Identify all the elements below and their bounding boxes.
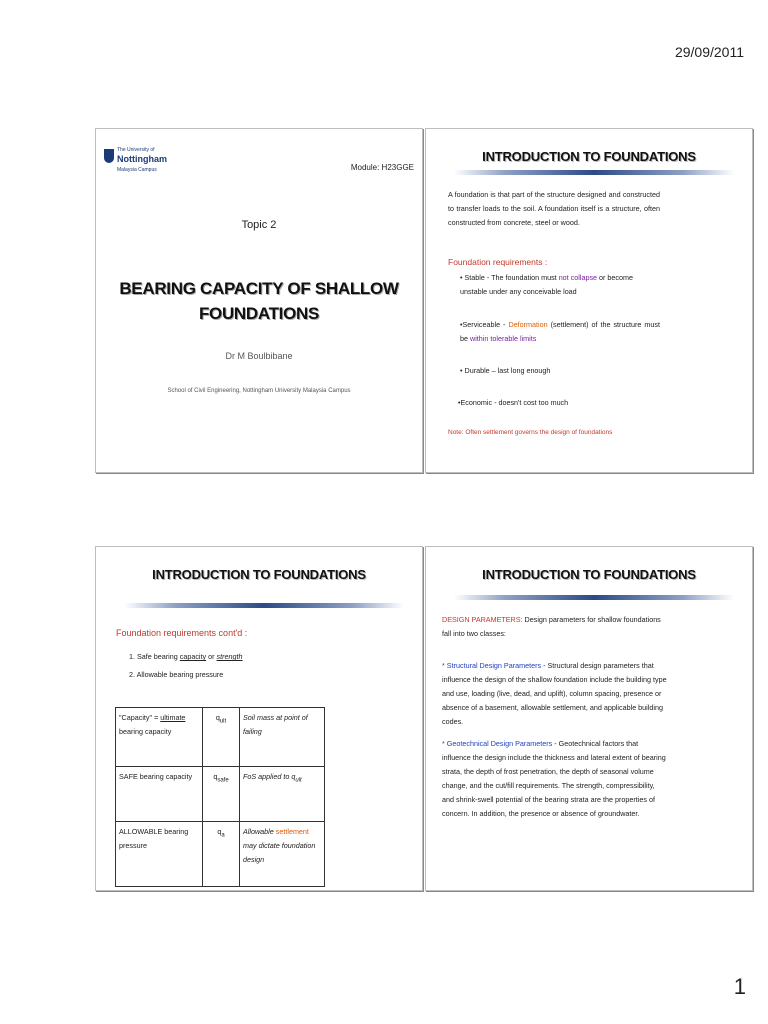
university-logo <box>104 147 184 185</box>
slide-design-parameters <box>425 546 753 891</box>
slide-title: INTRODUCTION TO FOUNDATIONS <box>482 567 696 582</box>
table-row <box>116 822 325 887</box>
table-cell-symbol <box>203 822 240 887</box>
page-date: 29/09/2011 <box>674 44 744 60</box>
module-code: Module: H23GGE <box>350 163 414 172</box>
table-cell <box>240 767 325 822</box>
req-durable: • Durable – last long enough <box>460 366 551 375</box>
sdp-text: - Structural design parameters that influence the design of the shallow foundation include the building type and use, loading (live, dead, and uplift), column spacing, presence or absence of a basement, allowable settlement, and applicable building codes. <box>442 661 667 726</box>
cell-fos-sub: ult <box>295 777 302 784</box>
req-service-highlight2: within tolerable limits <box>470 334 537 343</box>
logo-line3: Malaysia Campus <box>117 167 157 173</box>
structural-params <box>442 659 668 729</box>
main-title-line2: FOUNDATIONS <box>198 304 320 323</box>
req-stable-post: or become unstable under any conceivable load <box>460 273 634 296</box>
cell-fos-pre: FoS applied to q <box>243 772 296 781</box>
cell-capacity-pre: "Capacity" = <box>119 713 161 722</box>
req-stable-highlight: not collapse <box>558 273 598 282</box>
gdp-label: * Geotechnical Design Parameters <box>442 739 553 748</box>
req-serviceable <box>460 318 660 346</box>
geotechnical-params <box>442 737 668 821</box>
req-service-pre: •Serviceable - <box>460 320 509 329</box>
item1-pre: 1. Safe bearing <box>129 652 180 661</box>
main-title-line1: BEARING CAPACITY OF SHALLOW <box>119 279 399 298</box>
req-stable <box>460 271 660 299</box>
symbol-q: q <box>213 772 218 781</box>
table-cell <box>240 822 325 887</box>
slide-title-page <box>95 128 423 473</box>
table-cell: Soil mass at point of failing <box>240 708 325 767</box>
author: Dr M Boulbibane <box>225 351 293 361</box>
symbol-q: q <box>217 827 222 836</box>
requirements-heading: Foundation requirements cont'd : <box>116 628 248 638</box>
requirements-heading: Foundation requirements : <box>448 257 548 267</box>
req-service-highlight1: Deformation <box>508 320 548 329</box>
title-bar <box>454 170 734 175</box>
table-cell: SAFE bearing capacity <box>116 767 203 822</box>
table-cell <box>116 708 203 767</box>
slide-title: INTRODUCTION TO FOUNDATIONS <box>152 567 366 582</box>
title-bar <box>454 595 734 600</box>
item-allowable: 2. Allowable bearing pressure <box>129 670 224 679</box>
topic-label: Topic 2 <box>241 219 277 231</box>
cell-allowable-pre: Allowable <box>243 827 276 836</box>
req-economic: •Economic - doesn't cost too much <box>458 398 569 407</box>
cell-settlement: settlement <box>275 827 309 836</box>
item-safe-bearing <box>129 650 243 664</box>
title-bar <box>124 603 404 608</box>
item1-or: or <box>206 652 217 661</box>
req-stable-pre: • Stable - The foundation must <box>460 273 559 282</box>
table-cell-symbol <box>203 767 240 822</box>
table-cell-symbol <box>203 708 240 767</box>
item1-capacity: capacity <box>179 652 207 661</box>
req-service-mid: (settlement) of the structure must be <box>460 320 660 343</box>
page-number: 1 <box>733 974 746 999</box>
table-cell: ALLOWABLE bearing pressure <box>116 822 203 887</box>
requirements-table <box>115 707 325 887</box>
note: Note: Often settlement governs the design of foundations <box>448 429 613 436</box>
main-title <box>106 276 412 326</box>
cell-allowable-post: may dictate foundation design <box>243 841 316 864</box>
logo-line2: Nottingham <box>117 154 167 164</box>
school-affiliation: School of Civil Engineering, Nottingham University Malaysia Campus <box>167 388 351 394</box>
design-parameters-intro <box>442 613 668 641</box>
table-row <box>116 708 325 767</box>
cell-ultimate: ultimate <box>160 713 186 722</box>
symbol-sub: ult <box>219 718 227 725</box>
dp-label: DESIGN PARAMETERS: <box>442 615 523 624</box>
logo-line1: The University of <box>117 147 155 153</box>
slide-intro-foundations-contd <box>95 546 423 891</box>
symbol-sub: safe <box>217 777 229 784</box>
symbol-sub: a <box>221 832 225 839</box>
gdp-text: - Geotechnical factors that influence the design include the thickness and lateral extent of bearing strata, the depth of frost penetration, the depth of seasonal volume change, and the cut/fill requirements. The strength, compressibility, and shrink-swell potential of the bearing strata are the properties of concern. In addition, the presence or absence of groundwater. <box>442 739 666 818</box>
slide-title: INTRODUCTION TO FOUNDATIONS <box>482 149 696 164</box>
slide-intro-foundations <box>425 128 753 473</box>
crest-icon <box>104 149 114 163</box>
intro-paragraph: A foundation is that part of the structure designed and constructed to transfer loads to the soil. A foundation itself is a structure, often constructed from concrete, steel or wood. <box>448 190 660 227</box>
sdp-label: * Structural Design Parameters <box>442 661 542 670</box>
cell-capacity-post: bearing capacity <box>119 727 172 736</box>
dp-text: Design parameters for shallow foundations fall into two classes: <box>442 615 661 638</box>
item1-strength: strength <box>216 652 243 661</box>
symbol-q: q <box>215 713 220 722</box>
table-row <box>116 767 325 822</box>
